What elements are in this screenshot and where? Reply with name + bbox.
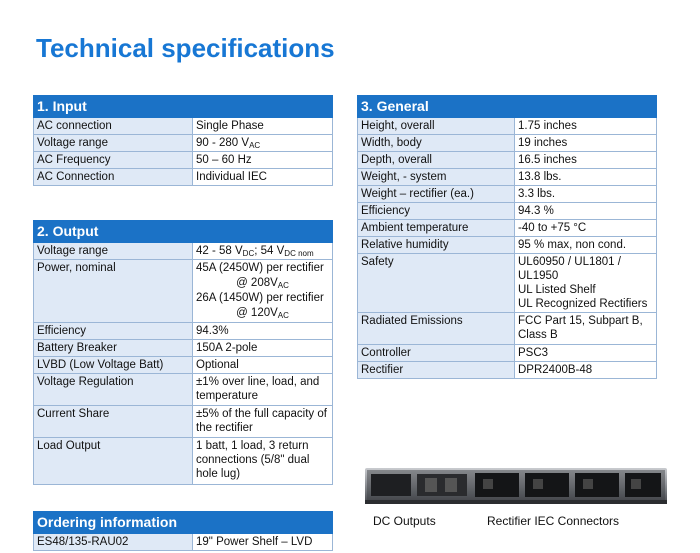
caption-dc-outputs: DC Outputs	[373, 514, 436, 528]
input-label: AC Frequency	[34, 152, 193, 169]
general-label: Width, body	[358, 135, 515, 152]
input-label: AC Connection	[34, 169, 193, 186]
output-table	[33, 220, 333, 485]
power-shelf-image	[365, 462, 667, 506]
caption-rectifier-iec: Rectifier IEC Connectors	[487, 514, 620, 528]
ordering-header: Ordering information	[34, 512, 333, 534]
output-value: ±5% of the full capacity of the rectifier	[193, 406, 333, 438]
input-label: Voltage range	[34, 135, 193, 152]
input-header: 1. Input	[34, 96, 333, 118]
general-label: Radiated Emissions	[358, 313, 515, 345]
output-value: ±1% over line, load, and temperature	[193, 374, 333, 406]
general-value: 95 % max, non cond.	[515, 237, 657, 254]
input-value: Individual IEC	[193, 169, 333, 186]
general-value: FCC Part 15, Subpart B, Class B	[515, 313, 657, 345]
output-label: Load Output	[34, 438, 193, 485]
input-table	[33, 95, 333, 186]
general-value: DPR2400B-48	[515, 362, 657, 379]
output-value: 150A 2-pole	[193, 340, 333, 357]
output-value: Optional	[193, 357, 333, 374]
output-label: Efficiency	[34, 323, 193, 340]
general-label: Weight – rectifier (ea.)	[358, 186, 515, 203]
general-table	[357, 95, 657, 379]
page-title: Technical specifications	[36, 33, 335, 63]
output-label: Voltage Regulation	[34, 374, 193, 406]
general-value: 19 inches	[515, 135, 657, 152]
general-label: Efficiency	[358, 203, 515, 220]
general-value: 13.8 lbs.	[515, 169, 657, 186]
ordering-label: ES48/135-RAU02	[34, 534, 193, 551]
output-label: Power, nominal	[34, 260, 193, 323]
input-label: AC connection	[34, 118, 193, 135]
output-header: 2. Output	[34, 221, 333, 243]
output-label: LVBD (Low Voltage Batt)	[34, 357, 193, 374]
input-value: 90 - 280 $V_{AC}$	[193, 135, 333, 152]
ordering-table	[33, 511, 333, 551]
output-value: 94.3%	[193, 323, 333, 340]
general-value: 94.3 %	[515, 203, 657, 220]
input-value: Single Phase	[193, 118, 333, 135]
output-label: Current Share	[34, 406, 193, 438]
general-value: 16.5 inches	[515, 152, 657, 169]
input-value: 50 – 60 Hz	[193, 152, 333, 169]
general-label: Rectifier	[358, 362, 515, 379]
output-value: 45A (2450W) per rectifier @ $208V_{AC}$ 26A (1450W) per rectifier @ $120V_{AC}$	[193, 260, 333, 323]
ordering-value: 19" Power Shelf – LVD	[193, 534, 333, 551]
general-value: -40 to +75 °C	[515, 220, 657, 237]
output-label: Battery Breaker	[34, 340, 193, 357]
general-label: Relative humidity	[358, 237, 515, 254]
general-value: PSC3	[515, 345, 657, 362]
output-value: 42 - 58 $V_{DC}$; 54 $V_{DC nom}$	[193, 243, 333, 260]
general-value: 3.3 lbs.	[515, 186, 657, 203]
general-label: Safety	[358, 254, 515, 313]
general-value: 1.75 inches	[515, 118, 657, 135]
general-label: Ambient temperature	[358, 220, 515, 237]
general-header: 3. General	[358, 96, 657, 118]
output-value: 1 batt, 1 load, 3 return connections (5/8" dual hole lug)	[193, 438, 333, 485]
general-label: Controller	[358, 345, 515, 362]
general-value: UL60950 / UL1801 / UL1950 UL Listed Shelf UL Recognized Rectifiers	[515, 254, 657, 313]
output-label: Voltage range	[34, 243, 193, 260]
general-label: Height, overall	[358, 118, 515, 135]
general-label: Weight, - system	[358, 169, 515, 186]
general-label: Depth, overall	[358, 152, 515, 169]
